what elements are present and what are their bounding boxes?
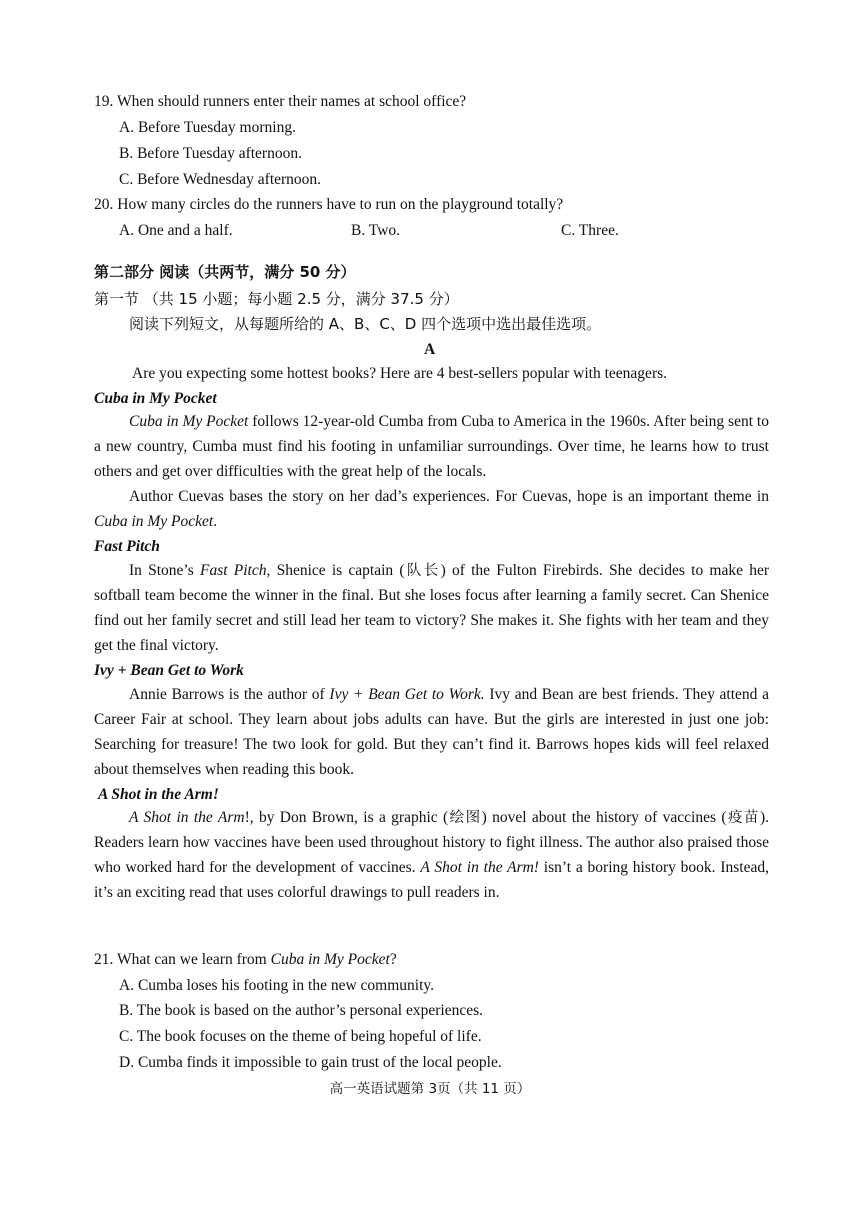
section-title: 第一节 （共 15 小题；每小题 2.5 分，满分 37.5 分）: [94, 290, 459, 308]
book-cuba-title-inline: Cuba in My Pocket: [129, 413, 249, 430]
book-title-cuba: Cuba in My Pocket: [94, 390, 217, 407]
book-cuba-p2-text: Author Cuevas bases the story on her dad’s experiences. For Cuevas, hope is an important theme in: [129, 488, 769, 505]
book-ivy-bean-text-2: Ivy and Bean are best friends. They attend a Career Fair at school. They learn about jobs adults can have. But the girls are interested in just one job: Searching for treasure! The two look for gold. But they can’t find it. Barrows hopes kids will feel relaxed about themselves when reading this book.: [94, 686, 769, 778]
passage-letter: A: [424, 341, 436, 358]
section-instruction: 阅读下列短文，从每题所给的 A、B、C、D 四个选项中选出最佳选项。: [129, 315, 602, 333]
book-title-ivy-bean: Ivy + Bean Get to Work: [94, 662, 244, 679]
question-20-option-b: B. Two.: [351, 222, 401, 239]
book-shot-title-inline-2: A Shot in the Arm!: [420, 858, 539, 876]
gloss-captain: 队长: [404, 563, 441, 579]
question-19-option-a: A. Before Tuesday morning.: [119, 119, 296, 136]
book-cuba-p2-end: .: [213, 512, 218, 530]
book-shot-text-1: !, by Don Brown, is a graphic (: [244, 809, 449, 826]
question-21-stem-title: Cuba in My Pocket: [270, 951, 390, 968]
question-21-stem-text: 21. What can we learn from: [94, 951, 271, 968]
part-title: 第二部分 阅读（共两节，满分 50 分）: [94, 263, 356, 281]
question-20-option-a: A. One and a half.: [119, 222, 233, 239]
question-20-stem: 20. How many circles do the runners have to run on the playground totally?: [94, 196, 564, 213]
book-shot-paragraph: [94, 806, 769, 906]
question-21-option-c: C. The book focuses on the theme of being hopeful of life.: [119, 1028, 482, 1045]
book-ivy-bean-text-1: Annie Barrows is the author of: [129, 686, 330, 703]
book-title-fast-pitch: Fast Pitch: [94, 538, 160, 555]
question-21-option-b: B. The book is based on the author’s personal experiences.: [119, 1002, 484, 1019]
question-21-option-a: A. Cumba loses his footing in the new community.: [119, 977, 434, 994]
book-shot-text-4: isn’t a boring history book. Instead, it’s an exciting read that uses colorful drawings to pull readers in.: [94, 858, 769, 901]
question-21-option-d: D. Cumba finds it impossible to gain trust of the local people.: [119, 1054, 502, 1071]
question-19-option-c: C. Before Wednesday afternoon.: [119, 171, 322, 188]
passage-intro: Are you expecting some hottest books? Here are 4 best-sellers popular with teenagers.: [132, 365, 668, 382]
question-20-option-c: C. Three.: [561, 222, 619, 239]
book-cuba-paragraph-2: [94, 485, 769, 535]
gloss-graphic: 绘图: [448, 810, 482, 826]
book-fast-pitch-title-inline: Fast Pitch: [200, 562, 267, 579]
question-19-option-b: B. Before Tuesday afternoon.: [119, 145, 302, 162]
book-fast-pitch-text-3: ) of the Fulton Firebirds. She decides to make her softball team become the winner in the final. But she loses focus after learning a family secret. Can Shenice find out her family secret and still lead her team to victory? She makes it. She fights with her team and they get the final victory.: [94, 562, 769, 654]
book-fast-pitch-paragraph: [94, 559, 769, 659]
gloss-vaccines: 疫苗: [726, 810, 760, 826]
book-shot-title-inline: A Shot in the Arm: [129, 809, 245, 826]
book-shot-text-2: ) novel about the history of vaccines (: [481, 809, 727, 826]
book-shot-text-3: ). Readers learn how vaccines have been used throughout history to fight illness. The author also praised those who worked hard for the development of vaccines.: [94, 809, 770, 876]
book-cuba-paragraph-1: [94, 410, 769, 485]
book-ivy-bean-paragraph: [94, 683, 769, 783]
page-footer: 高一英语试题第 3页（共 11 页）: [329, 1081, 531, 1097]
question-19-stem: 19. When should runners enter their names at school office?: [94, 93, 467, 110]
book-cuba-text: follows 12-year-old Cumba from Cuba to America in the 1960s. After being sent to a new country, Cumba must find his footing in unfamiliar surroundings. Over time, he learns how to trust others and get over difficulties with the great help of the locals.: [94, 413, 769, 480]
book-fast-pitch-text-2: , Shenice is captain (: [266, 562, 405, 579]
book-cuba-title-inline-2: Cuba in My Pocket: [94, 512, 214, 530]
question-21-stem: [94, 950, 397, 970]
book-title-shot-in-arm: A Shot in the Arm!: [98, 786, 219, 803]
book-ivy-bean-title-inline: Ivy + Bean Get to Work.: [329, 686, 485, 703]
question-21-stem-end: ?: [389, 951, 397, 968]
book-fast-pitch-text-1: In Stone’s: [129, 562, 200, 579]
